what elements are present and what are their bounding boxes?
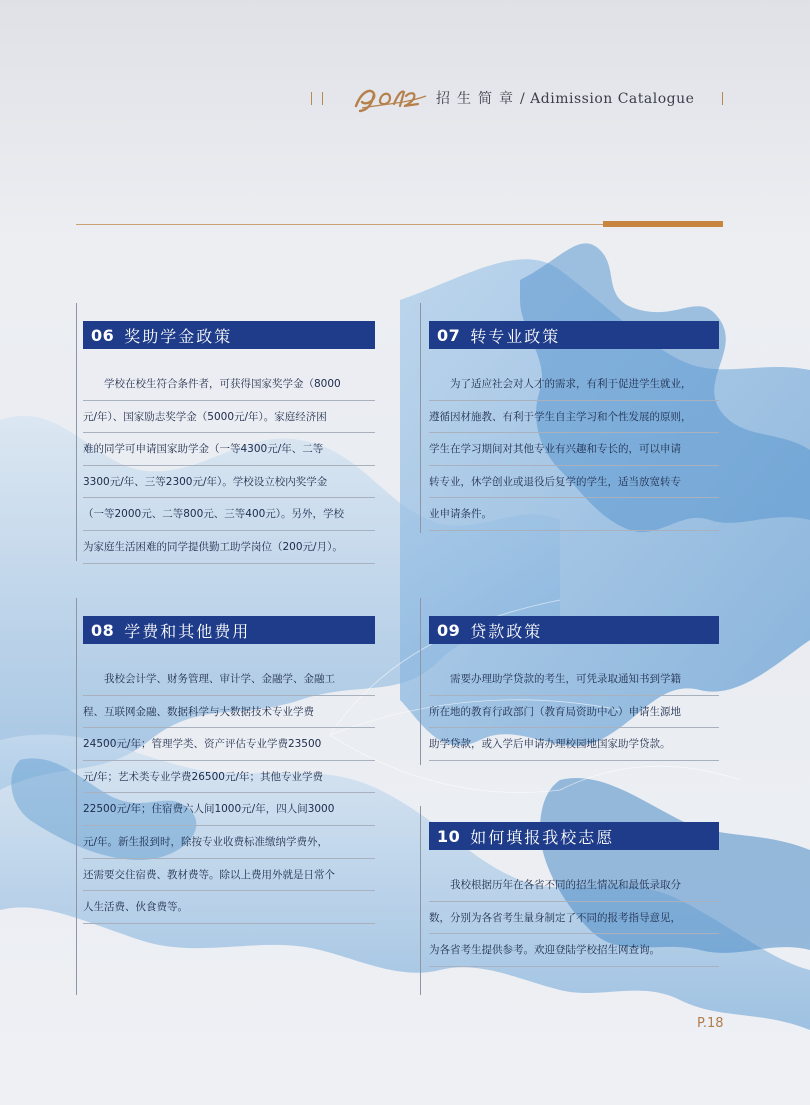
section-number: 09 [437,620,461,640]
text-line: 24500元/年；管理学类、资产评估专业学费23500 [83,728,375,761]
section-guide-line [76,598,77,995]
page-number: P.18 [697,1016,724,1031]
text-line: 元/年；艺术类专业学费26500元/年；其他专业学费 [83,761,375,794]
section-body-scholarship [83,368,375,564]
header-divider-right [722,92,723,105]
text-line: 程、互联网金融、数据科学与大数据技术专业学费 [83,696,375,729]
section-header-tuition-fees [83,616,375,644]
text-line: 为家庭生活困难的同学提供勤工助学岗位（200元/月）。 [83,531,375,564]
section-number: 08 [91,620,115,640]
text-line: 转专业，休学创业或退役后复学的学生，适当放宽转专 [429,466,719,499]
text-line: 还需要交住宿费、教材费等。除以上费用外就是日常个 [83,859,375,892]
text-line: 我校会计学、财务管理、审计学、金融学、金融工 [83,663,375,696]
section-title: 贷款政策 [470,621,543,641]
section-number: 07 [437,325,461,345]
section-title: 转专业政策 [470,326,561,346]
text-line: 我校根据历年在各省不同的招生情况和最低录取分 [429,869,719,902]
section-header-student-loans [429,616,719,644]
text-line: 数，分别为各省考生量身制定了不同的报考指导意见， [429,902,719,935]
text-line: 3300元/年、三等2300元/年）。学校设立校内奖学金 [83,466,375,499]
section-header-scholarship [83,321,375,349]
section-guide-line [420,303,421,533]
text-line: 难的同学可申请国家助学金（一等4300元/年、二等 [83,433,375,466]
text-line: 22500元/年；住宿费六人间1000元/年，四人间3000 [83,793,375,826]
section-guide-line [76,303,77,561]
header-divider-left-2 [322,92,323,105]
section-title: 如何填报我校志愿 [470,827,615,847]
catalogue-title-en: / Adimission Catalogue [520,91,695,107]
section-number: 10 [437,826,461,846]
section-title: 学费和其他费用 [124,621,251,641]
text-line: 为各省考生提供参考。欢迎登陆学校招生网查询。 [429,934,719,967]
section-number: 06 [91,325,115,345]
text-line: 为了适应社会对人才的需求，有利于促进学生就业， [429,368,719,401]
catalogue-title-cn: 招生简章 [436,91,520,107]
text-line: 助学贷款，或入学后申请办理校园地国家助学贷款。 [429,728,719,761]
text-line: 人生活费、伙食费等。 [83,891,375,924]
section-header-application-guide [429,822,719,850]
section-body-student-loans [429,663,719,761]
text-line: 遵循因材施教、有利于学生自主学习和个性发展的原则， [429,401,719,434]
text-line: 业申请条件。 [429,498,719,531]
header-divider-left-1 [311,92,312,105]
text-line: 元/年）、国家励志奖学金（5000元/年）。家庭经济困 [83,401,375,434]
section-guide-line [420,598,421,765]
section-body-application-guide [429,869,719,967]
section-header-major-transfer [429,321,719,349]
text-line: （一等2000元、二等800元、三等400元）。另外，学校 [83,498,375,531]
section-body-major-transfer [429,368,719,531]
text-line: 所在地的教育行政部门（教育局资助中心）申请生源地 [429,696,719,729]
text-line: 需要办理助学贷款的考生，可凭录取通知书到学籍 [429,663,719,696]
text-line: 学校在校生符合条件者，可获得国家奖学金（8000 [83,368,375,401]
section-guide-line [420,806,421,995]
anniversary-logo [352,84,428,118]
section-title: 奖助学金政策 [124,326,233,346]
catalogue-title [436,88,694,108]
text-line: 元/年。新生报到时，除按专业收费标准缴纳学费外， [83,826,375,859]
section-body-tuition-fees [83,663,375,924]
header-rule-accent [603,221,723,227]
text-line: 学生在学习期间对其他专业有兴趣和专长的，可以申请 [429,433,719,466]
